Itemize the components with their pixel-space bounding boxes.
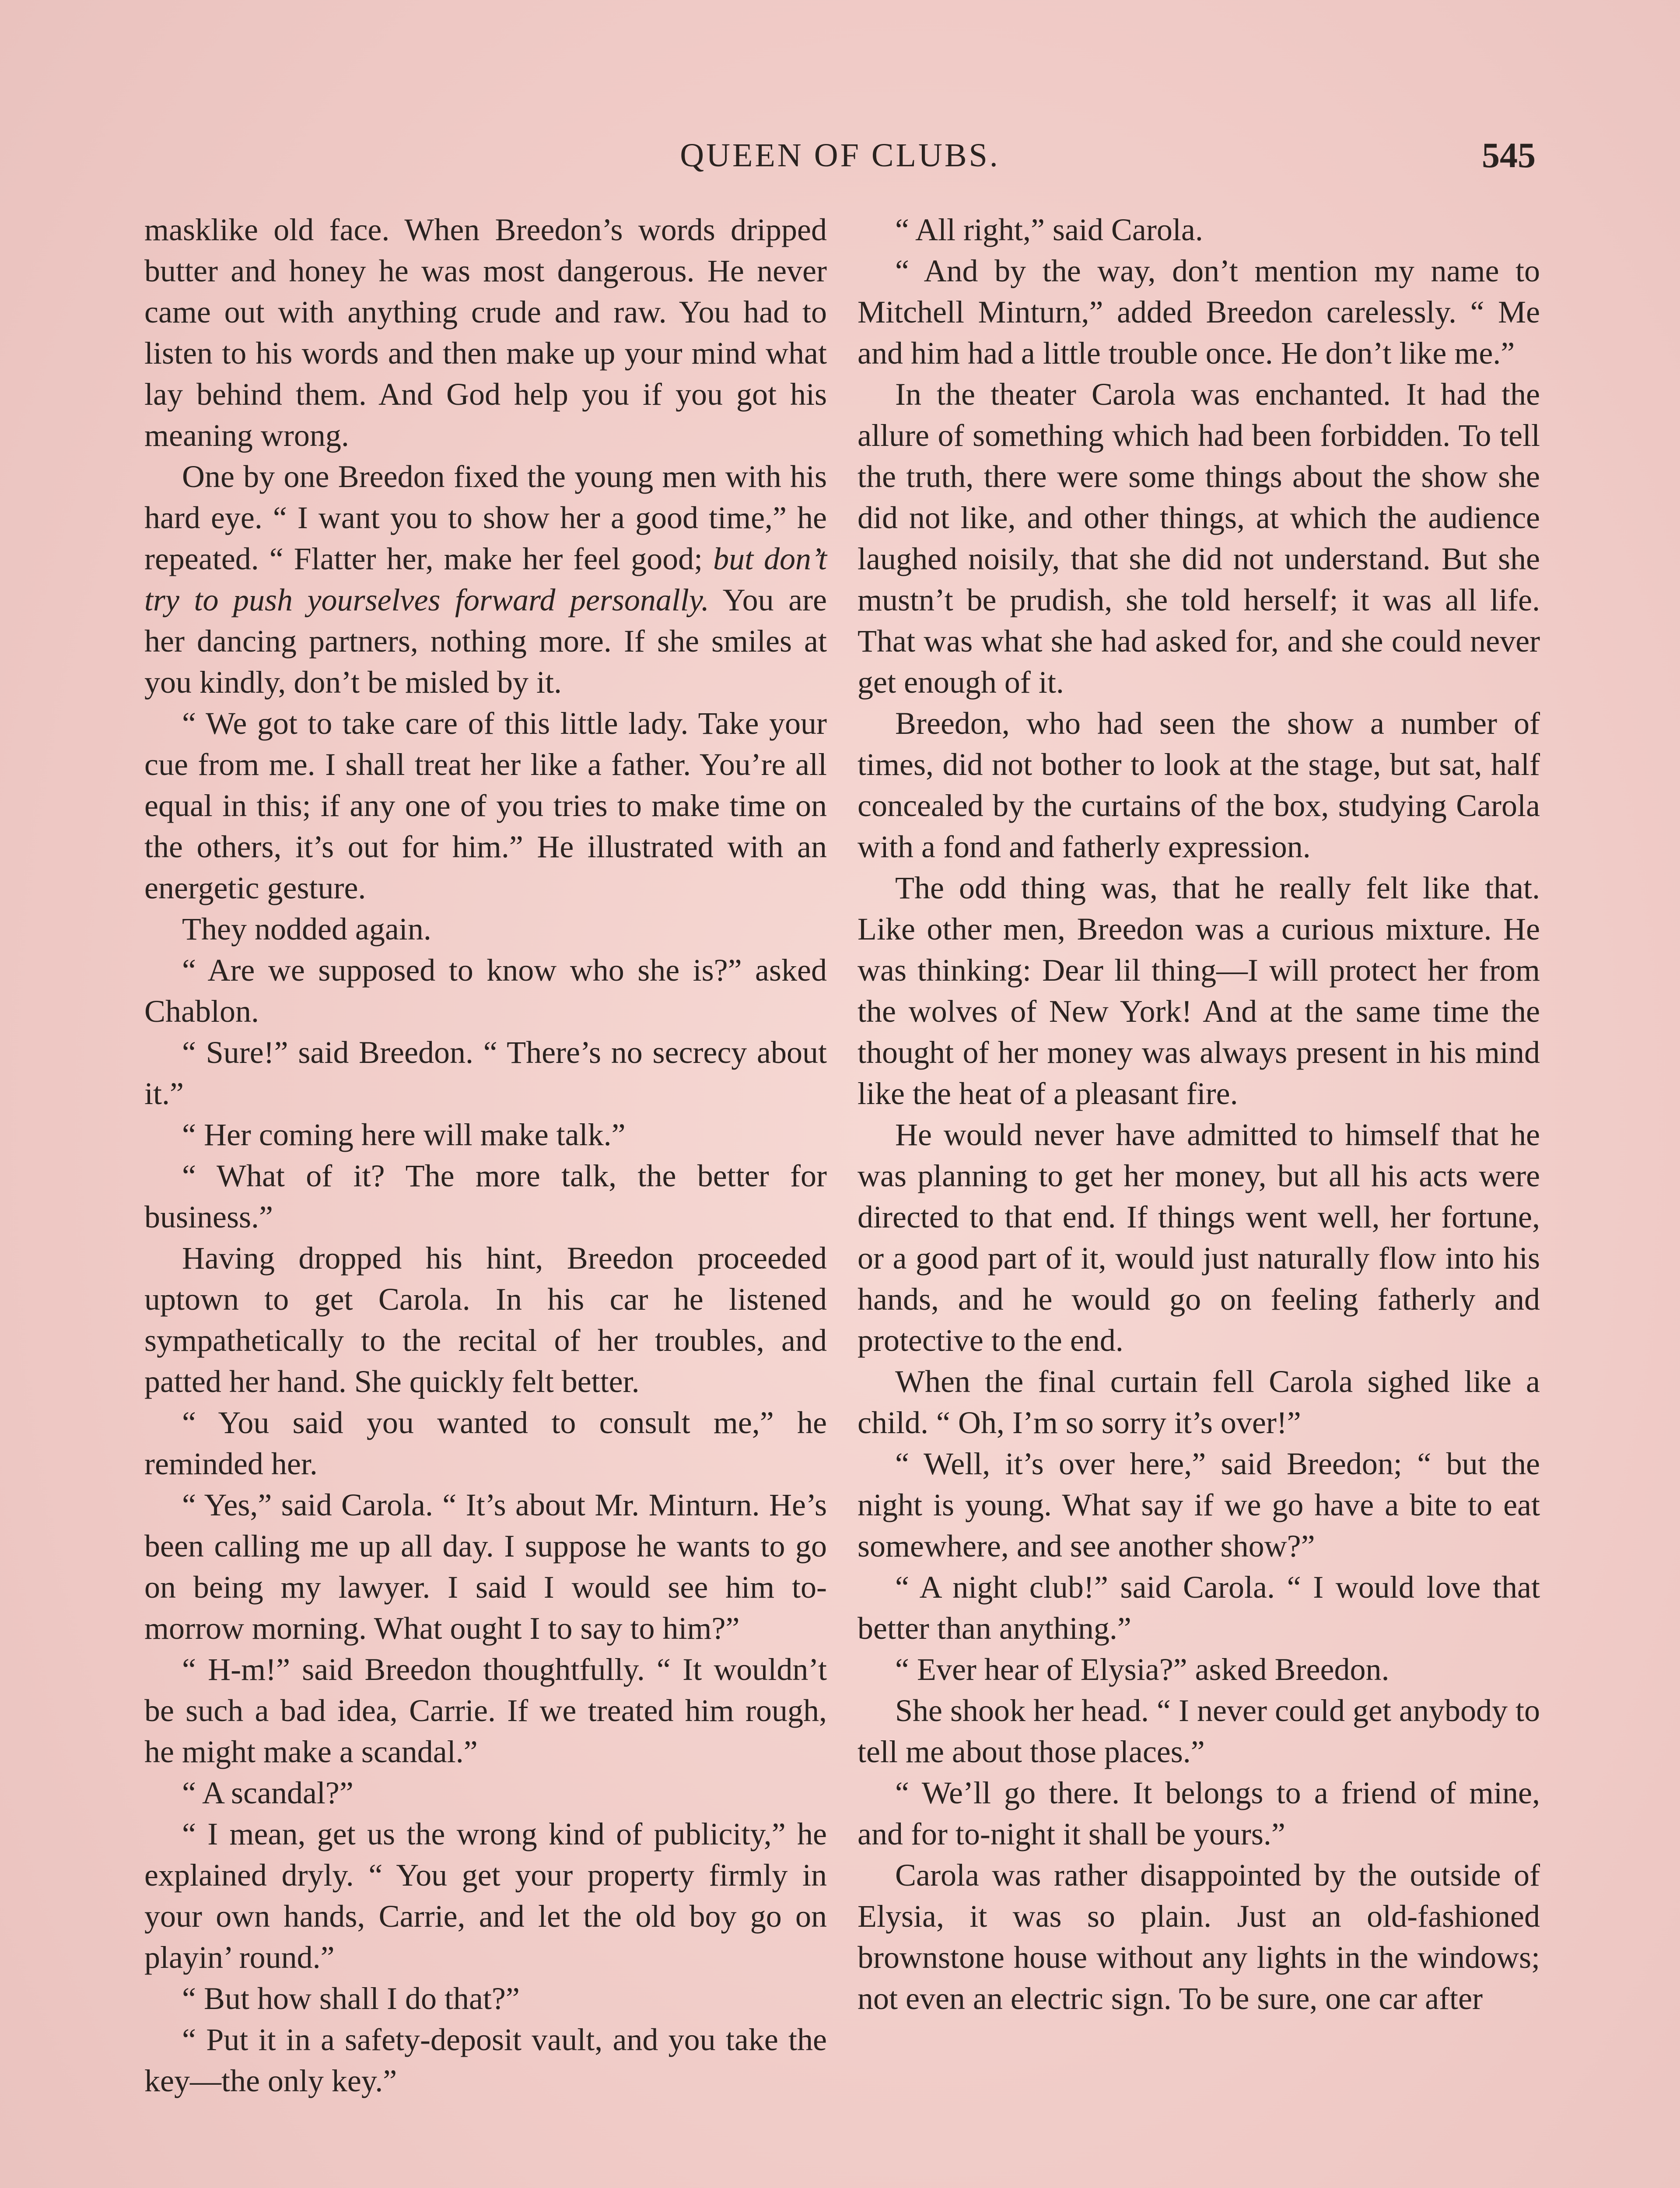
paragraph-text: One by one Breedon fixed the young men with his hard eye. “ I want you to show her a good time,” he repeated. “ Flatter her, make her feel good;: [144, 459, 827, 576]
paragraph: “ All right,” said Carola.: [895, 212, 1203, 247]
paragraph: “ Sure!” said Breedon. “ There’s no secrecy about it.”: [144, 1035, 827, 1111]
paragraph: masklike old face. When Breedon’s words dripped butter and honey he was most dangerous. He never came out with anything crude and raw. You had to listen to his words and then make up your mind what lay behind them. And God help you if you got his meaning wrong.: [144, 212, 827, 453]
paragraph: “ A night club!” said Carola. “ I would love that better than anything.”: [858, 1570, 1540, 1646]
paragraph: “ A scandal?”: [182, 1775, 354, 1810]
paragraph: “ Her coming here will make talk.”: [182, 1117, 626, 1152]
right-column: [858, 209, 1540, 2019]
paragraph: When the final curtain fell Carola sighed like a child. “ Oh, I’m so sorry it’s over!”: [858, 1364, 1540, 1440]
paragraph: They nodded again.: [182, 912, 431, 947]
paragraph: “ But how shall I do that?”: [182, 1981, 520, 2016]
paragraph: “ Well, it’s over here,” said Breedon; “ but the night is young. What say if we go have a bite to eat somewhere, and see another show?”: [858, 1446, 1540, 1564]
paragraph: “ We got to take care of this little lady. Take your cue from me. I shall treat her like a father. You’re all equal in this; if any one of you tries to make time on the others, it’s out for him.” He illustrated with an energetic gesture.: [144, 706, 827, 905]
paragraph: In the theater Carola was enchanted. It had the allure of something which had been forbidden. To tell the truth, there were some things about the show she did not like, and other things, at which the audience laughed noisily, that she did not understand. But she mustn’t be prudish, she told herself; it was all life. That was what she had asked for, and she could never get enough of it.: [858, 377, 1540, 700]
paragraph: “ And by the way, don’t mention my name to Mitchell Minturn,” added Breedon carelessly. “ Me and him had a little trouble once. He don’t like me.”: [858, 253, 1540, 371]
left-column: [144, 209, 827, 2101]
paragraph: “ We’ll go there. It belongs to a friend of mine, and for to-night it shall be yours.”: [858, 1775, 1540, 1851]
paragraph: “ Are we supposed to know who she is?” asked Chablon.: [144, 953, 827, 1029]
paragraph: “ H-m!” said Breedon thoughtfully. “ It wouldn’t be such a bad idea, Carrie. If we treated him rough, he might make a scandal.”: [144, 1652, 827, 1769]
paragraph: “ Put it in a safety-deposit vault, and you take the key—the only key.”: [144, 2022, 827, 2098]
paragraph: “ You said you wanted to consult me,” he reminded her.: [144, 1405, 827, 1481]
paragraph: Having dropped his hint, Breedon proceeded uptown to get Carola. In his car he listened sympathetically to the recital of her troubles, and patted her hand. She quickly felt better.: [144, 1241, 827, 1399]
paragraph: [144, 456, 827, 703]
paragraph-text: You are her dancing partners, nothing more. If she smiles at you kindly, don’t be misled by it.: [144, 582, 827, 700]
page-number: 545: [1482, 135, 1536, 175]
paragraph: The odd thing was, that he really felt like that. Like other men, Breedon was a curious mixture. He was thinking: Dear lil thing—I will protect her from the wolves of New York! And at the same time the thought of her money was always present in his mind like the heat of a pleasant fire.: [858, 870, 1540, 1111]
running-title: QUEEN OF CLUBS.: [680, 137, 1000, 174]
paragraph: “ Yes,” said Carola. “ It’s about Mr. Minturn. He’s been calling me up all day. I suppose he wants to go on being my lawyer. I said I would see him to-morrow morning. What ought I to say to him?”: [144, 1487, 827, 1646]
paragraph: “ What of it? The more talk, the better for business.”: [144, 1158, 827, 1234]
paragraph: “ I mean, get us the wrong kind of publicity,” he explained dryly. “ You get your property firmly in your own hands, Carrie, and let the old boy go on playin’ round.”: [144, 1816, 827, 1975]
paragraph: She shook her head. “ I never could get anybody to tell me about those places.”: [858, 1693, 1540, 1769]
italic-text: but don’t try to push yourselves forward personally.: [144, 541, 827, 617]
paragraph: He would never have admitted to himself that he was planning to get her money, but all his acts were directed to that end. If things went well, her fortune, or a good part of it, would just naturally flow into his hands, and he would go on feeling fatherly and protective to the end.: [858, 1117, 1540, 1358]
page-header: [144, 131, 1536, 179]
paragraph: “ Ever hear of Elysia?” asked Breedon.: [895, 1652, 1390, 1687]
paragraph: Breedon, who had seen the show a number of times, did not bother to look at the stage, but sat, half concealed by the curtains of the box, studying Carola with a fond and fatherly expression.: [858, 706, 1540, 864]
paragraph: Carola was rather disappointed by the outside of Elysia, it was so plain. Just an old-fashioned brownstone house without any lights in the windows; not even an electric sign. To be sure, one car after: [858, 1858, 1540, 2016]
